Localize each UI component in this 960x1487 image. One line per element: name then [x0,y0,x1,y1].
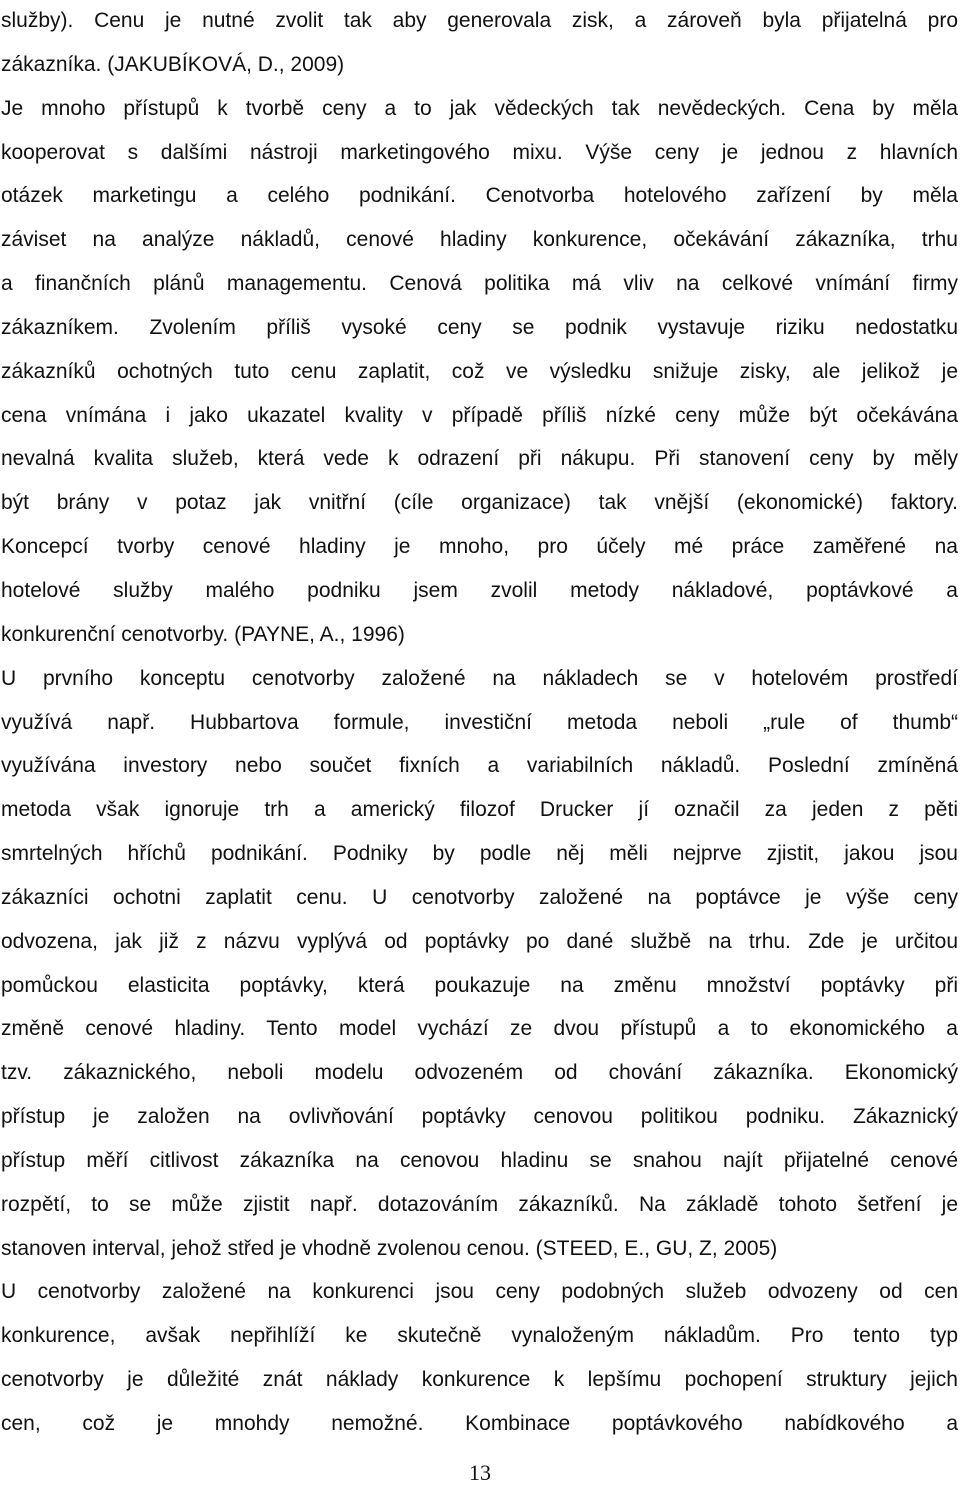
text-line: využívána investory nebo součet fixních a variabilních nákladů. Poslední zmíněná [1,754,958,778]
text-line: otázek marketingu a celého podnikání. Cenotvorba hotelového zařízení by měla [1,184,958,208]
text-line: konkurence, avšak nepřihlíží ke skutečně vynaloženým nákladům. Pro tento typ [1,1324,958,1348]
text-line: U prvního konceptu cenotvorby založené na nákladech se v hotelovém prostředí [1,666,958,690]
text-line: odvozena, jak již z názvu vyplývá od poptávky po dané službě na trhu. Zde je určitou [1,929,958,953]
text-line: konkurenční cenotvorby. (PAYNE, A., 1996) [1,622,405,646]
text-line: Je mnoho přístupů k tvorbě ceny a to jak vědeckých tak nevědeckých. Cena by měla [1,96,958,120]
text-line: hotelové služby malého podniku jsem zvolil metody nákladové, poptávkové a [1,578,958,602]
text-line: tzv. zákaznického, neboli modelu odvozeném od chování zákazníka. Ekonomický [1,1061,958,1085]
text-line: zákazníkem. Zvolením příliš vysoké ceny se podnik vystavuje riziku nedostatku [1,315,958,339]
text-line: změně cenové hladiny. Tento model vychází ze dvou přístupů a to ekonomického a [1,1017,958,1041]
text-line: využívá např. Hubbartova formule, investiční metoda neboli „rule of thumb“ [1,710,958,734]
body-text [1,0,958,1446]
text-line: záviset na analýze nákladů, cenové hladiny konkurence, očekávání zákazníka, trhu [1,228,958,252]
text-line: cenotvorby je důležité znát náklady konkurence k lepšímu pochopení struktury jejich [1,1368,958,1392]
text-line: zákazníka. (JAKUBÍKOVÁ, D., 2009) [1,52,345,76]
text-line: cen, což je mnohdy nemožné. Kombinace poptávkového nabídkového a [1,1412,958,1435]
text-line: nevalná kvalita služeb, která vede k odrazení při nákupu. Při stanovení ceny by měly [1,447,958,471]
text-line: přístup měří citlivost zákazníka na cenovou hladinu se snahou najít přijatelné cenové [1,1148,958,1172]
text-line: zákazníků ochotných tuto cenu zaplatit, což ve výsledku snižuje zisky, ale jelikož je [1,359,958,383]
page-number: 13 [469,1460,491,1485]
text-line: rozpětí, to se může zjistit např. dotazováním zákazníků. Na základě tohoto šetření je [1,1192,958,1216]
text-line: stanoven interval, jehož střed je vhodně zvolenou cenou. (STEED, E., GU, Z, 2005) [1,1236,778,1260]
text-line: kooperovat s dalšími nástroji marketingového mixu. Výše ceny je jednou z hlavních [1,140,958,164]
text-line: služby). Cenu je nutné zvolit tak aby generovala zisk, a zároveň byla přijatelná pro [1,9,958,32]
text-line: metoda však ignoruje trh a americký filozof Drucker jí označil za jeden z pěti [1,798,958,822]
text-line: být brány v potaz jak vnitřní (cíle organizace) tak vnější (ekonomické) faktory. [1,491,958,515]
text-line: cena vnímána i jako ukazatel kvality v případě příliš nízké ceny může být očekávána [1,403,958,427]
text-line: Koncepcí tvorby cenové hladiny je mnoho, pro účely mé práce zaměřené na [1,535,958,559]
text-line: pomůckou elasticita poptávky, která poukazuje na změnu množství poptávky při [1,973,958,997]
text-line: a finančních plánů managementu. Cenová politika má vliv na celkové vnímání firmy [1,272,958,296]
text-line: přístup je založen na ovlivňování poptávky cenovou politikou podniku. Zákaznický [1,1105,958,1129]
text-line: zákazníci ochotni zaplatit cenu. U cenotvorby založené na poptávce je výše ceny [1,885,958,909]
text-line: U cenotvorby založené na konkurenci jsou ceny podobných služeb odvozeny od cen [1,1280,958,1304]
text-line: smrtelných hříchů podnikání. Podniky by podle něj měli nejprve zjistit, jakou jsou [1,842,958,866]
